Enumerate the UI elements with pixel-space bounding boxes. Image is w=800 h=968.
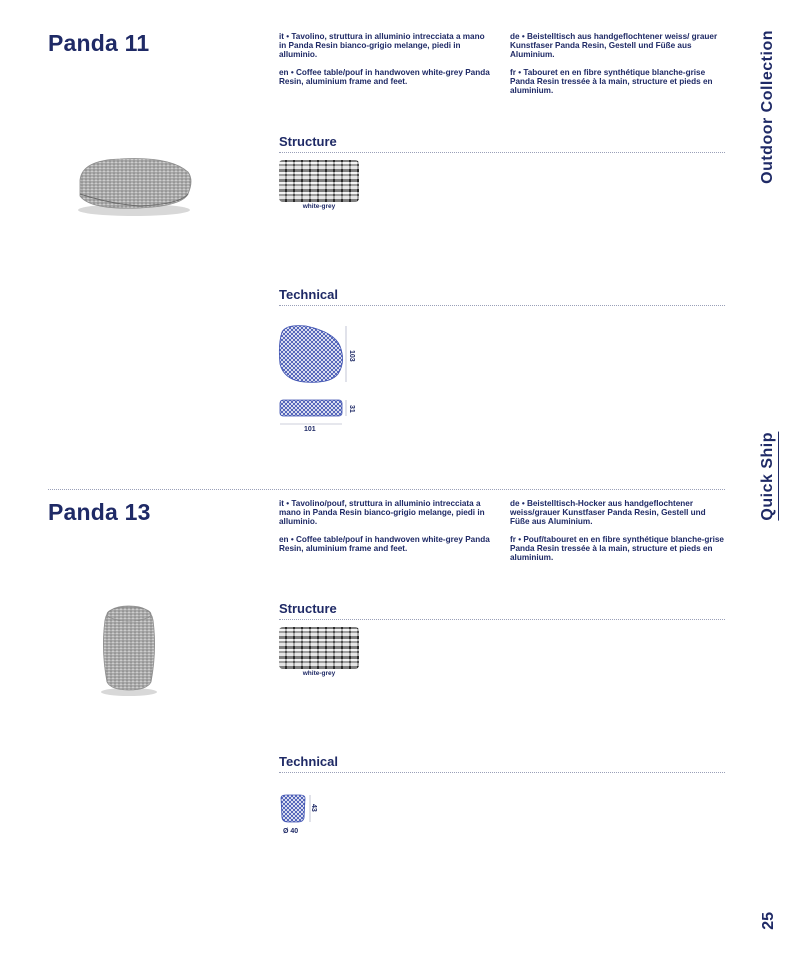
dimension-diameter: Ø 40 [283, 828, 299, 835]
dimension-depth: 103 [348, 350, 355, 362]
material-swatch [279, 160, 359, 202]
dimension-width: 101 [304, 426, 316, 433]
description-fr: fr • Pouf/tabouret en en fibre synthétique blanche-grise Panda Resin tressée à la main, structure et pieds en aluminium. [510, 535, 724, 562]
technical-drawing-panda-13 [276, 792, 326, 828]
description-en: en • Coffee table/pouf in handwoven white-grey Panda Resin, aluminium frame and feet. [279, 535, 490, 553]
structure-heading: Structure [279, 134, 725, 153]
product-photo-panda-13 [95, 600, 165, 700]
technical-heading: Technical [279, 287, 725, 306]
description-de: de • Beistelltisch-Hocker aus handgeflochtener weiss/grauer Kunstfaser Panda Resin, Gestell und Füße aus Aluminium. [510, 499, 706, 526]
swatch-label: white-grey [302, 670, 336, 677]
product-title-panda-13: Panda 13 [48, 499, 151, 525]
material-swatch [279, 627, 359, 669]
description-column-left [279, 499, 494, 562]
technical-drawing-panda-11 [276, 322, 356, 437]
description-it: it • Tavolino, struttura in alluminio intrecciata a mano in Panda Resin bianco-grigio melange, piedi in alluminio. [279, 32, 485, 59]
technical-heading: Technical [279, 754, 725, 773]
collection-label: Outdoor Collection [759, 30, 776, 184]
structure-heading: Structure [279, 601, 725, 620]
description-fr: fr • Tabouret en en fibre synthétique blanche-grise Panda Resin tressée à la main, structure et pieds en aluminium. [510, 68, 713, 95]
dimension-height: 31 [348, 405, 355, 413]
section-label: Quick Ship [759, 432, 779, 521]
description-column-left [279, 32, 494, 95]
page-number: 25 [760, 912, 777, 930]
description-it: it • Tavolino/pouf, struttura in alluminio intrecciata a mano in Panda Resin bianco-grigio melange, piedi in alluminio. [279, 499, 485, 526]
description-de: de • Beistelltisch aus handgeflochtener weiss/ grauer Kunstfaser Panda Resin, Gestell und Füße aus Aluminium. [510, 32, 718, 59]
description-column-right [510, 499, 725, 571]
product-divider [48, 489, 725, 490]
product-title-panda-11: Panda 11 [48, 30, 150, 56]
dimension-height: 43 [310, 804, 317, 812]
swatch-label: white-grey [302, 203, 336, 210]
product-photo-panda-11 [70, 150, 200, 220]
description-column-right [510, 32, 725, 104]
description-en: en • Coffee table/pouf in handwoven white-grey Panda Resin, aluminium frame and feet. [279, 68, 490, 86]
